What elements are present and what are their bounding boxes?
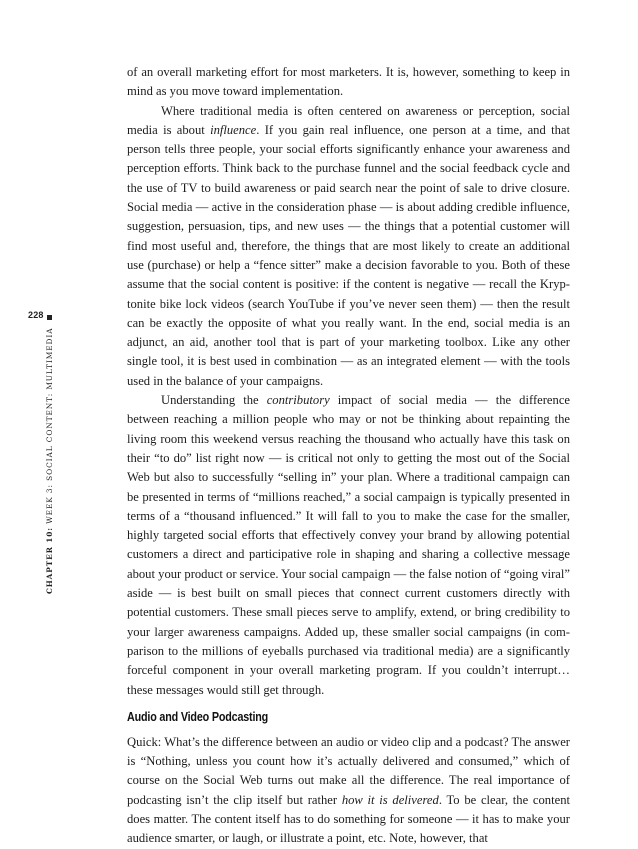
- paragraph-influence: Where traditional media is often centered on awareness or perception, social media is about influence. If you gain real influence, one person at a time, and that person tells three people, your social efforts significantly enhance your awareness and perception efforts. Think back to the purchase funnel and the social feedback cycle and the use of TV to build awareness or paid search near the point of sale to drive closure. Social media — active in the consideration phase — is about adding credible influence, suggestion, persuasion, tips, and new uses — the things that a potential customer will find most useful and, therefore, the things that are most likely to create an additional use (purchase) or help a “fence sitter” make a decision favorable to you. Both of these assume that the social content is positive: if the content is negative — recall the Kryptonite bike lock videos (search YouTube if you’ve never seen them) — then the result can be exactly the opposite of what you really want. In the end, social media is an adjunct, an aid, another tool that is part of your marketing toolbox. Like any other single tool, it is best used in combination — as an integrated element — with the tools used in the balance of your campaigns.: [127, 103, 570, 388]
- square-bullet-icon: [47, 315, 52, 320]
- chapter-label: CHAPTER 10:: [45, 527, 54, 594]
- section-heading: Audio and Video Podcasting: [127, 709, 269, 724]
- running-title: WEEK 3: SOCIAL CONTENT: MULTIMEDIA: [45, 327, 54, 524]
- emphasis-influence: influence: [210, 122, 257, 137]
- page-number: 228: [28, 310, 44, 320]
- emphasis-contributory: contributory: [266, 393, 330, 408]
- body-text: [127, 63, 570, 849]
- running-head: [45, 315, 54, 594]
- paragraph-podcasting: Quick: What’s the difference between an audio or video clip and a podcast? The answer is “Nothing, unless you count how it’s actually delivered and consumed,” which of course on the Social Web turns out make all the difference. The real importance of podcasting isn’t the clip itself but rather how it is delivered. To be clear, the content does matter. The content itself has to do something for someone — it has to make your audience smarter, or laugh, or illustrate a point, etc. Note, however, that: [127, 734, 570, 846]
- emphasis-delivery: how it is delivered: [341, 792, 439, 807]
- paragraph-continuation: of an overall marketing effort for most marketers. It is, however, something to keep in mind as you move toward implementation.: [127, 65, 570, 99]
- paragraph-contributory: Understanding the contributory impact of social media — the difference between reaching a million people who may or not be thinking about repainting the living room this weekend versus reaching the thousand who actually have this task on their “to do” list right now — is critical not only to getting the most out of the Social Web but also to successfully “selling in” your plan. Where a traditional campaign can be presented in terms of “millions reached,” a social campaign is typically presented in terms of a “thousand influenced.” It will fall to you to make the case for the smaller, highly targeted social efforts that effectively convey your brand by allowing potential customers a direct and participative role in shaping and sharing a collective message about your product or service. Your social campaign — the false notion of “going viral” aside — is best built on small pieces that connect current customers directly with potential customers. These small pieces serve to amplify, extend, or bring credibility to your larger awareness campaigns. Added up, these smaller social campaigns (in comparison to the millions of eyeballs purchased via traditional media) are a significantly forceful component in your overall marketing program. If you couldn’t interrupt… these messages would still get through.: [127, 393, 570, 697]
